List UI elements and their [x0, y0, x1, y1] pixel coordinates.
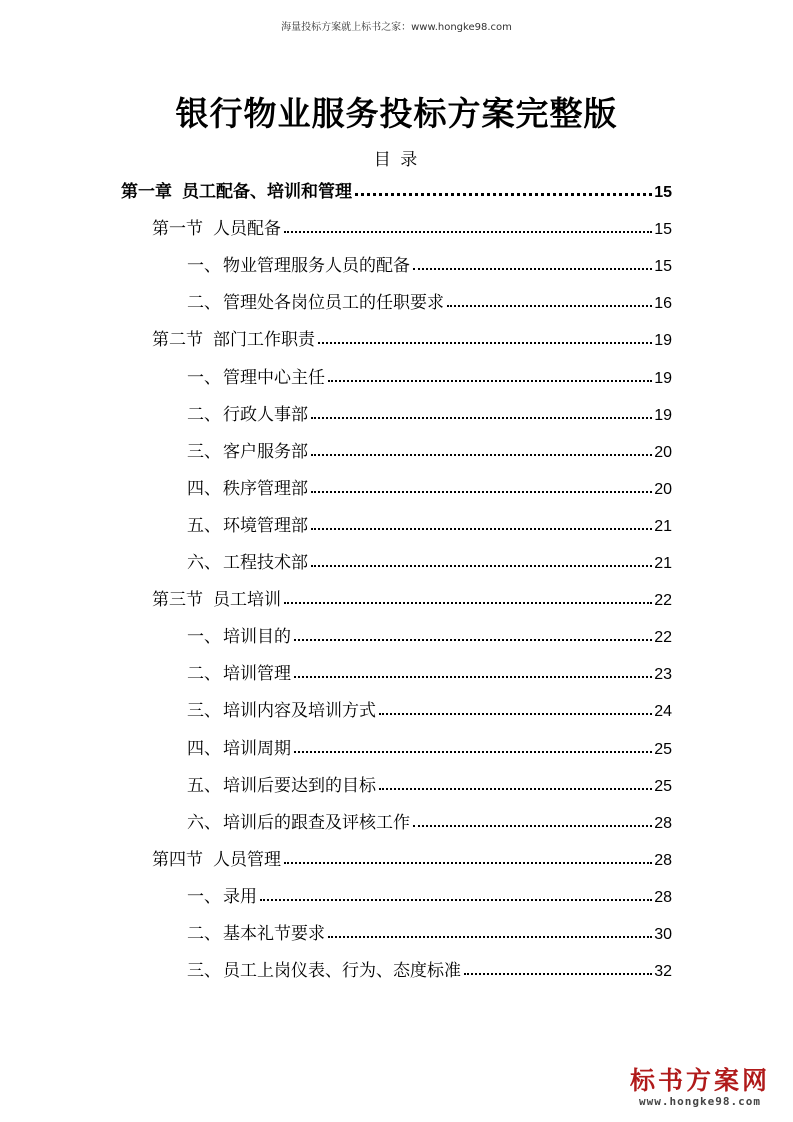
toc-entry-title: 培训后的跟查及评核工作 — [223, 812, 410, 833]
toc-entry-label — [187, 622, 294, 647]
toc-page-number: 19 — [654, 332, 672, 350]
toc-entry-label — [187, 919, 328, 944]
toc-entry[interactable] — [187, 955, 672, 981]
toc-page-number: 30 — [654, 926, 672, 943]
toc-entry-label — [187, 400, 311, 425]
toc-entry[interactable] — [152, 213, 672, 239]
toc-entry-label — [187, 734, 294, 759]
toc-entry-title: 培训目的 — [223, 627, 291, 648]
toc-entry[interactable] — [187, 399, 672, 425]
toc-entry-number: 六、 — [187, 553, 221, 573]
toc-entry-title: 培训后要达到的目标 — [223, 775, 376, 796]
toc-entry[interactable] — [187, 695, 672, 721]
toc-entry-label — [187, 882, 260, 907]
toc-page-number: 15 — [654, 258, 672, 276]
toc-page-number: 25 — [654, 740, 672, 758]
toc-entry-number: 五、 — [187, 775, 221, 796]
toc-entry-number: 六、 — [187, 812, 221, 833]
watermark-url: www.hongke98.com — [639, 1095, 761, 1108]
toc-page-number: 32 — [654, 963, 672, 981]
toc-page-number: 19 — [654, 369, 672, 387]
toc-leader-dots — [328, 379, 652, 382]
toc-entry-number: 三、 — [187, 961, 221, 982]
toc-entry-number: 四、 — [187, 738, 221, 759]
toc-entry-title: 客户服务部 — [223, 441, 308, 462]
toc-page-number: 23 — [654, 666, 672, 684]
toc-entry-label — [121, 177, 355, 202]
toc-entry[interactable] — [187, 658, 672, 684]
toc-entry-title: 员工配备、培训和管理 — [182, 182, 352, 202]
toc-entry-title: 管理处各岗位员工的任职要求 — [223, 293, 444, 314]
toc-page-number: 24 — [654, 703, 672, 721]
toc-entry[interactable] — [187, 547, 672, 573]
toc-entry-label — [187, 437, 311, 462]
toc-entry-title: 人员配备 — [213, 219, 281, 240]
toc-entry-label — [152, 585, 284, 610]
toc-leader-dots — [294, 675, 652, 678]
toc-leader-dots — [284, 861, 652, 864]
toc-entry-label — [187, 771, 379, 796]
toc-entry-number: 第一节 — [152, 219, 203, 240]
toc-entry-number: 二、 — [187, 404, 221, 425]
toc-entry-label — [187, 808, 413, 833]
toc-entry-label — [187, 288, 447, 313]
toc-entry-title: 培训管理 — [223, 664, 291, 685]
toc-entry[interactable] — [187, 621, 672, 647]
toc-leader-dots — [311, 527, 652, 530]
toc-entry[interactable] — [187, 770, 672, 796]
toc-entry-label — [187, 956, 464, 981]
toc-leader-dots — [464, 972, 652, 975]
toc-entry-title: 管理中心主任 — [223, 367, 325, 388]
toc-page-number: 28 — [654, 814, 672, 832]
toc-page-number: 21 — [654, 517, 672, 535]
toc-entry[interactable] — [187, 733, 672, 759]
toc-entry-label — [187, 548, 311, 573]
toc-entry[interactable] — [187, 250, 672, 276]
toc-entry[interactable] — [187, 807, 672, 833]
toc-entry-number: 四、 — [187, 478, 221, 499]
toc-leader-dots — [413, 824, 652, 827]
toc-entry-title: 培训周期 — [223, 738, 291, 759]
toc-entry-title: 录用 — [223, 886, 257, 907]
toc-entry[interactable] — [152, 584, 672, 610]
toc-entry-title: 环境管理部 — [223, 515, 308, 536]
toc-heading: 目 录 — [373, 150, 420, 170]
toc-entry-number: 一、 — [187, 886, 221, 907]
toc-entry[interactable] — [152, 844, 672, 870]
toc-page-number: 25 — [654, 777, 672, 795]
toc-entry[interactable] — [187, 362, 672, 388]
toc-entry[interactable] — [121, 176, 672, 202]
toc-page-number: 19 — [654, 406, 672, 424]
watermark-logo — [625, 1067, 775, 1108]
toc-leader-dots — [294, 638, 652, 641]
toc-entry-title: 员工培训 — [213, 590, 281, 611]
toc-leader-dots — [379, 787, 652, 790]
toc-page-number: 16 — [654, 295, 672, 313]
toc-leader-dots — [318, 341, 652, 344]
page-header: 海量投标方案就上标书之家：www.hongke98.com — [281, 22, 512, 33]
toc-leader-dots — [413, 267, 652, 270]
toc-leader-dots — [284, 601, 652, 604]
toc-entry-number: 五、 — [187, 515, 221, 536]
toc-entry[interactable] — [187, 881, 672, 907]
toc-entry-label — [187, 474, 311, 499]
toc-leader-dots — [328, 935, 652, 938]
toc-entry-number: 二、 — [187, 664, 221, 685]
toc-entry-title: 人员管理 — [213, 849, 281, 870]
toc-entry-number: 一、 — [187, 367, 221, 388]
toc-entry-number: 第四节 — [152, 849, 203, 870]
toc-entry-number: 第三节 — [152, 590, 203, 611]
toc-entry-label — [187, 511, 311, 536]
toc-leader-dots — [284, 230, 652, 233]
toc-page-number: 22 — [654, 629, 672, 647]
toc-leader-dots — [311, 564, 652, 567]
toc-entry-label — [152, 214, 284, 239]
toc-entry[interactable] — [187, 473, 672, 499]
toc-entry-title: 员工上岗仪表、行为、态度标准 — [223, 961, 461, 982]
toc-entry-label — [187, 696, 379, 721]
toc-entry-number: 三、 — [187, 701, 221, 722]
toc-entry-number: 第二节 — [152, 330, 203, 351]
toc-leader-dots — [311, 453, 652, 456]
toc-leader-dots — [260, 898, 652, 901]
toc-entry[interactable] — [152, 324, 672, 350]
toc-entry-number: 一、 — [187, 627, 221, 648]
toc-page-number: 15 — [654, 184, 672, 201]
toc-page-number: 21 — [654, 555, 672, 572]
toc-page-number: 28 — [654, 851, 672, 869]
toc-leader-dots — [379, 712, 652, 715]
toc-page-number: 20 — [654, 480, 672, 498]
toc-leader-dots — [311, 490, 652, 493]
toc-entry[interactable] — [187, 510, 672, 536]
watermark-name: 标书方案网 — [629, 1066, 770, 1095]
toc-entry-number: 三、 — [187, 441, 221, 462]
toc-leader-dots — [311, 416, 652, 419]
toc-entry[interactable] — [187, 287, 672, 313]
toc-entry[interactable] — [187, 436, 672, 462]
toc-entry-label — [187, 659, 294, 684]
toc-entry-title: 秩序管理部 — [223, 478, 308, 499]
toc-entry-label — [187, 251, 413, 276]
toc-page-number: 22 — [654, 592, 672, 610]
toc-entry-label — [187, 363, 328, 388]
toc-entry-number: 第一章 — [121, 182, 172, 202]
toc-entry-title: 工程技术部 — [223, 553, 308, 573]
toc-entry[interactable] — [187, 918, 672, 944]
toc-entry-number: 二、 — [187, 924, 221, 944]
toc-leader-dots — [294, 750, 652, 753]
toc-entry-title: 培训内容及培训方式 — [223, 701, 376, 722]
document-title: 银行物业服务投标方案完整版 — [175, 94, 618, 133]
toc-entry-label — [152, 325, 318, 350]
toc-leader-dots — [355, 192, 652, 196]
toc-entry-title: 物业管理服务人员的配备 — [223, 256, 410, 277]
toc-leader-dots — [447, 304, 652, 307]
toc-entry-label — [152, 845, 284, 870]
toc-page-number: 20 — [654, 443, 672, 461]
toc-entry-number: 二、 — [187, 293, 221, 314]
toc-entry-title: 部门工作职责 — [213, 330, 315, 351]
toc-entry-number: 一、 — [187, 256, 221, 277]
toc-page-number: 15 — [654, 221, 672, 239]
toc-entry-title: 行政人事部 — [223, 404, 308, 425]
toc-entry-title: 基本礼节要求 — [223, 924, 325, 944]
toc-page-number: 28 — [654, 888, 672, 906]
